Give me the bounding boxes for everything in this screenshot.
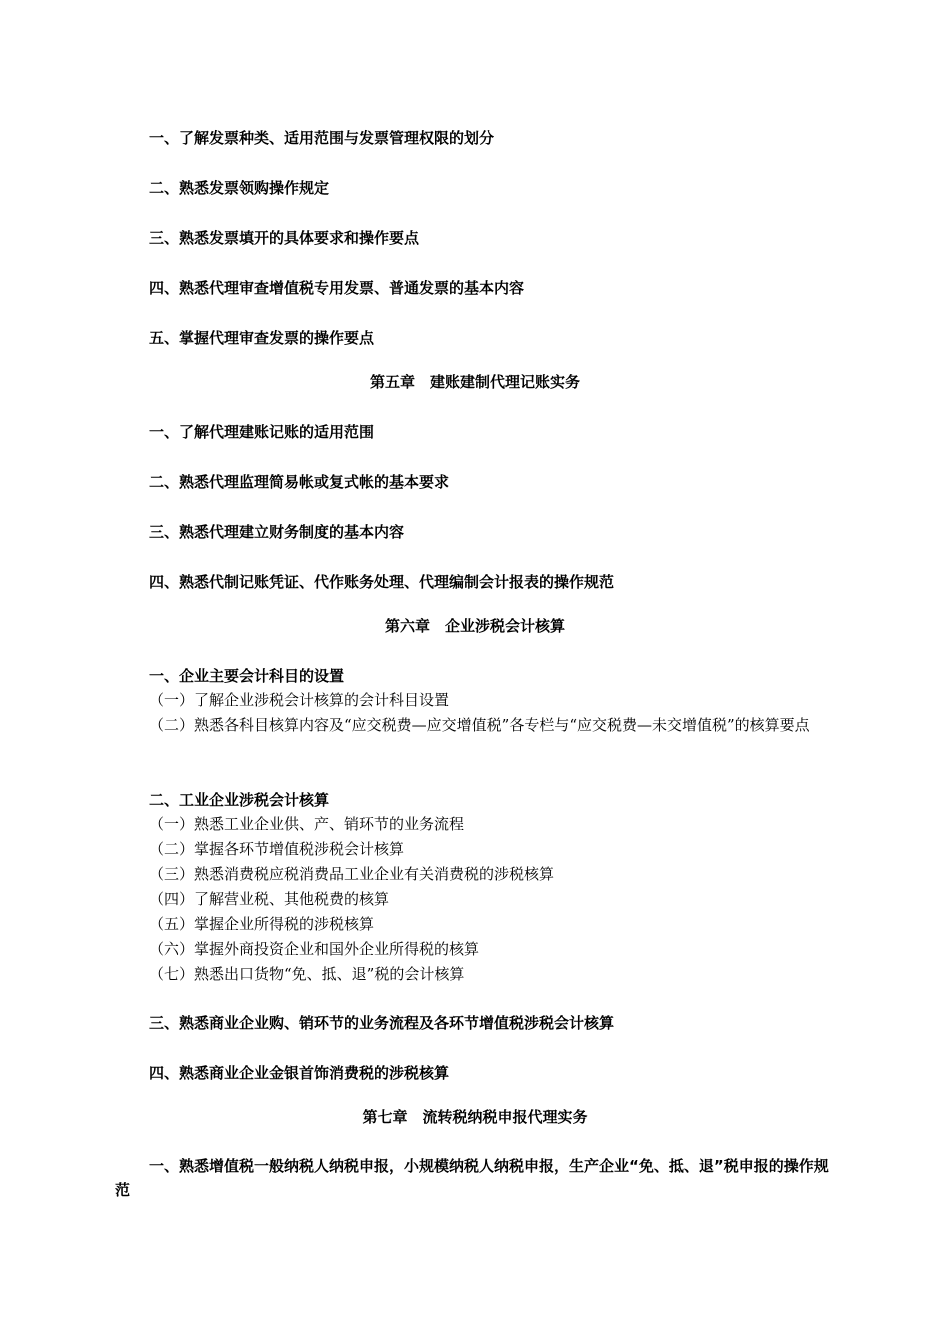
ch6-section-2-sub-6: （六）掌握外商投资企业和国外企业所得税的核算: [149, 940, 480, 958]
ch6-section-4: 四、熟悉商业企业金银首饰消费税的涉税核算: [149, 1064, 450, 1082]
ch5-item-2: 二、熟悉代理监理简易帐或复式帐的基本要求: [149, 473, 450, 491]
ch6-section-2-sub-5: （五）掌握企业所得税的涉税核算: [149, 915, 375, 933]
ch6-section-2-heading: 二、工业企业涉税会计核算: [149, 791, 330, 809]
ch6-section-1-sub-1: （一）了解企业涉税会计核算的会计科目设置: [149, 691, 450, 709]
ch6-section-3: 三、熟悉商业企业购、销环节的业务流程及各环节增值税涉税会计核算: [149, 1014, 615, 1032]
ch6-section-2-sub-2: （二）掌握各环节增值税涉税会计核算: [149, 840, 405, 858]
ch6-section-1-sub-2: （二）熟悉各科目核算内容及“应交税费—应交增值税”各专栏与“应交税费—未交增值税”的核算要点: [149, 716, 810, 734]
ch5-item-1: 一、了解代理建账记账的适用范围: [149, 423, 375, 441]
chapter-6-title: 第六章 企业涉税会计核算: [384, 617, 565, 635]
ch6-section-2-sub-1: （一）熟悉工业企业供、产、销环节的业务流程: [149, 815, 465, 833]
ch6-section-2-sub-3: （三）熟悉消费税应税消费品工业企业有关消费税的涉税核算: [149, 865, 555, 883]
ch4-item-5: 五、掌握代理审查发票的操作要点: [149, 329, 375, 347]
chapter-5-title: 第五章 建账建制代理记账实务: [369, 373, 580, 391]
ch5-item-4: 四、熟悉代制记账凭证、代作账务处理、代理编制会计报表的操作规范: [149, 573, 615, 591]
ch6-section-2-sub-4: （四）了解营业税、其他税费的核算: [149, 890, 390, 908]
ch6-section-2-sub-7: （七）熟悉出口货物“免、抵、退”税的会计核算: [149, 965, 465, 983]
ch4-item-4: 四、熟悉代理审查增值税专用发票、普通发票的基本内容: [149, 279, 525, 297]
chapter-7-title: 第七章 流转税纳税申报代理实务: [362, 1108, 588, 1126]
ch6-section-1-heading: 一、企业主要会计科目的设置: [149, 667, 345, 685]
ch5-item-3: 三、熟悉代理建立财务制度的基本内容: [149, 523, 405, 541]
ch4-item-1: 一、了解发票种类、适用范围与发票管理权限的划分: [149, 129, 495, 147]
ch7-section-1: 一、熟悉增值税一般纳税人纳税申报，小规模纳税人纳税申报，生产企业“免、抵、退”税申报的操作规范: [115, 1157, 829, 1199]
ch4-item-3: 三、熟悉发票填开的具体要求和操作要点: [149, 229, 420, 247]
ch4-item-2: 二、熟悉发票领购操作规定: [149, 179, 330, 197]
